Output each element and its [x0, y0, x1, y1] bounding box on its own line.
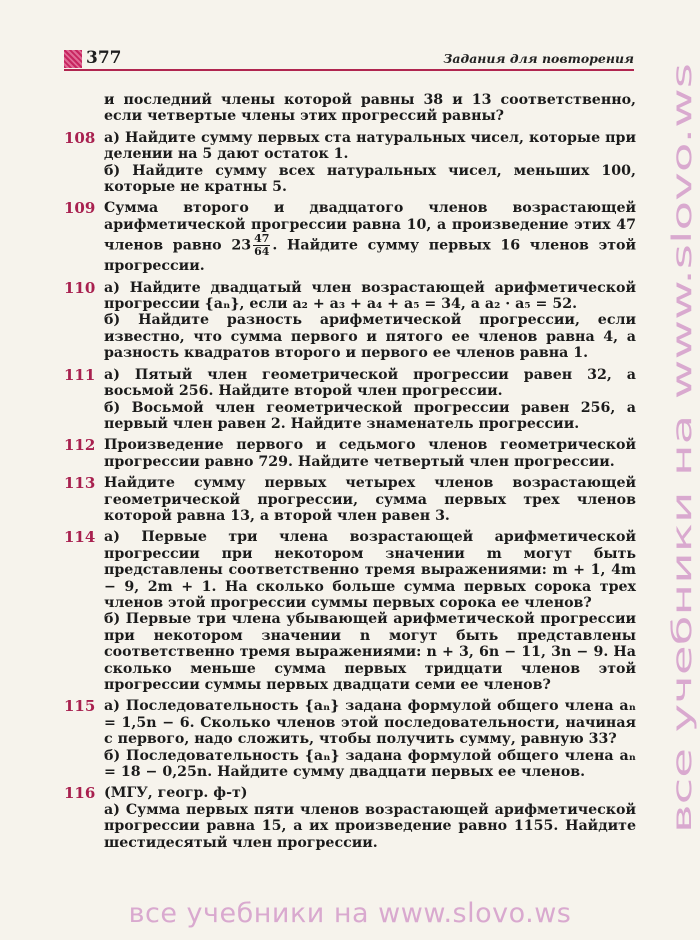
- fraction: [253, 233, 270, 258]
- bottom-watermark: все учебники на www.slovo.ws: [128, 898, 572, 929]
- task-number: 110: [64, 278, 96, 297]
- task-part-b: б) Найдите разность арифметической прогрессии, если известно, что сумма первого и пятого ее членов равна 4, а разность квадратов второго и первого ее членов равна 1.: [104, 312, 636, 362]
- task-text-before: Сумма второго и двадцатого членов возрастающей арифметической прогрессии равна 10, а произведение этих 47 членов равно 23: [104, 200, 636, 254]
- task-number: 115: [64, 697, 96, 716]
- task-number: 112: [64, 436, 96, 455]
- task-116: [64, 785, 636, 851]
- task-number: 114: [64, 528, 96, 547]
- page-header: [64, 48, 634, 70]
- header-rule: [64, 69, 634, 71]
- side-watermark-text: все учебники на www.slovo.ws: [668, 404, 698, 833]
- side-watermark: [668, 48, 698, 838]
- task-113: [64, 475, 636, 524]
- task-part-a: а) Первые три члена возрастающей арифметической прогрессии при некотором значении m могут быть представлены соответственно тремя выражениями: m + 1, 4m − 9, 2m + 1. На сколько больше сумма первых сорока трех членов этой прогрессии суммы первых сорока ее членов?: [104, 529, 636, 611]
- task-108: [64, 130, 636, 196]
- task-list: [64, 92, 636, 856]
- intro-continuation: [64, 92, 636, 125]
- task-text-after: . Найдите сумму первых 16 членов этой прогрессии.: [104, 237, 637, 275]
- task-part-a: а) Найдите сумму первых ста натуральных чисел, которые при делении на 5 дают остаток 1.: [104, 129, 636, 163]
- page-number: 377: [86, 48, 122, 68]
- task-part-a: а) Найдите двадцатый член возрастающей арифметической прогрессии {aₙ}, если a₂ + a₃ + a₄ + a₅ = 34, а a₂ · a₅ = 52.: [104, 279, 636, 313]
- task-part-a: а) Последовательность {aₙ} задана формулой общего члена aₙ = 1,5n − 6. Сколько членов этой последовательности, начиная с первого, надо сложить, чтобы получить сумму, равную 33?: [104, 698, 636, 748]
- task-part-b: б) Найдите сумму всех натуральных чисел, меньших 100, которые не кратны 5.: [104, 162, 636, 196]
- task-text: Произведение первого и седьмого членов геометрической прогрессии равно 729. Найдите четвертый член прогрессии.: [104, 437, 636, 470]
- task-111: [64, 367, 636, 433]
- section-title: Задания для повторения: [443, 51, 634, 66]
- task-part-a: а) Сумма первых пяти членов возрастающей арифметической прогрессии равна 15, а их произведение равно 1155. Найдите шестидесятый член прогрессии.: [104, 801, 636, 851]
- header-marker-square: [64, 50, 82, 68]
- task-part-b: б) Восьмой член геометрической прогрессии равен 256, а первый член равен 2. Найдите знаменатель прогрессии.: [104, 399, 636, 432]
- task-number: 113: [64, 474, 96, 493]
- task-114: [64, 529, 636, 693]
- task-115: [64, 698, 636, 780]
- task-source: (МГУ, геогр. ф-т): [104, 785, 248, 802]
- task-109: [64, 200, 636, 274]
- task-number: 116: [64, 784, 96, 803]
- fraction-denominator: 64: [254, 245, 270, 259]
- task-number: 111: [64, 365, 96, 384]
- task-part-b: б) Последовательность {aₙ} задана формулой общего члена aₙ = 18 − 0,25n. Найдите сумму двадцати первых ее членов.: [104, 747, 636, 781]
- task-number: 108: [64, 128, 96, 147]
- task-text: Найдите сумму первых четырех членов возрастающей геометрической прогрессии, сумма первых трех членов которой равна 13, а второй член равен 3.: [104, 475, 636, 524]
- task-number: 109: [64, 199, 96, 218]
- task-part-b: б) Первые три члена убывающей арифметической прогрессии при некотором значении n могут быть представлены соответственно тремя выражениями: n + 3, 6n − 11, 3n − 9. На сколько меньше сумма первых тридцати членов этой прогрессии суммы первых двадцати семи ее членов?: [104, 611, 636, 693]
- intro-text: и последний члены которой равны 38 и 13 соответственно, если четвертые члены этих прогрессий равны?: [104, 92, 636, 125]
- task-112: [64, 437, 636, 470]
- fraction-numerator: 47: [254, 232, 270, 246]
- task-110: [64, 280, 636, 362]
- task-part-a: а) Пятый член геометрической прогрессии равен 32, а восьмой 256. Найдите второй член прогрессии.: [104, 366, 636, 400]
- task-text: [104, 200, 636, 274]
